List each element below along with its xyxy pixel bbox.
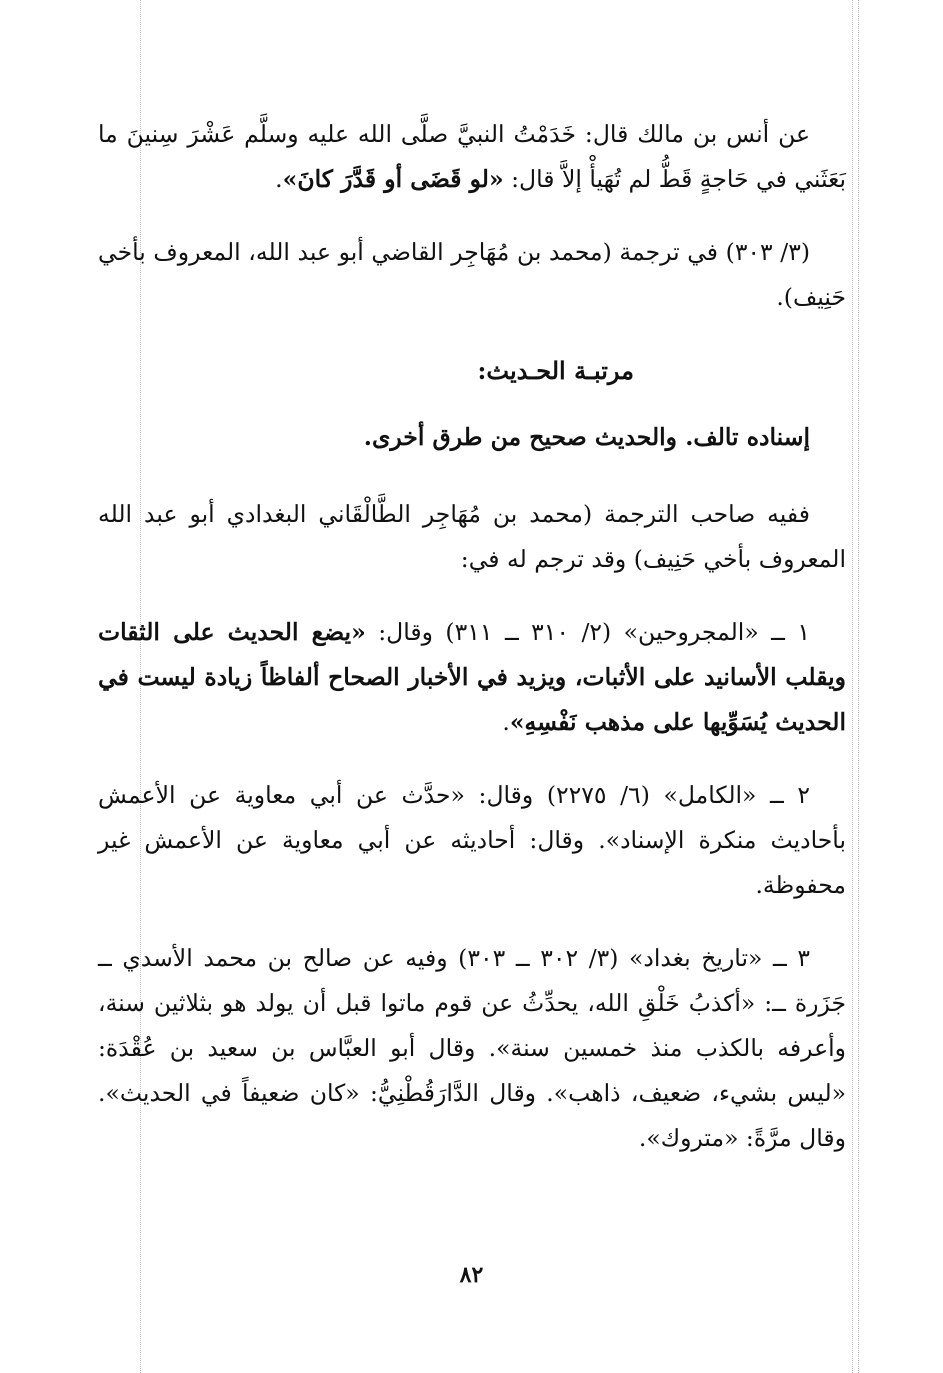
scan-guide-line-right-outer	[858, 0, 859, 1373]
reference-paragraph: (٣/ ٣٠٣) في ترجمة (محمد بن مُهَاجِر القاضي أبو عبد الله، المعروف بأخي حَنِيف).	[98, 238, 846, 311]
hadith-narration: خَدَمْتُ النبيَّ صلَّى الله عليه وسلَّم عَشْرَ سِنينَ ما بَعَثَني في حَاجةٍ قَطُّ لم تُهَيأْ إلاَّ قال:	[98, 120, 846, 193]
book-page-body	[98, 112, 846, 1189]
hadith-paragraph	[98, 112, 846, 202]
source-3-tail: . وقال أبو العبَّاس بن سعيد بن عُقْدَة: «ليس بشيء، ضعيف، ذاهب». وقال الدَّارَقُطْنِيُّ: «كان ضعيفاً في الحديث». وقال مرَّةً: «متروك».	[98, 1034, 846, 1152]
source-2-citation: ٢ ــ «الكامل» (٦/ ٢٢٧٥) وقال:	[464, 781, 811, 809]
page-number: ٨٢	[459, 1262, 484, 1288]
source-1-quote: «يضع الحديث على الثقات ويقلب الأسانيد على الأثبات، ويزيد في الأخبار الصحاح ألفاظاً زيادة ليست في الحديث يُسَوِّيها على مذهب نَفْسِهِ»	[98, 618, 846, 736]
narrator-paragraph: ففيه صاحب الترجمة (محمد بن مُهَاجِر الطَّالْقَاني البغدادي أبو عبد الله المعروف بأخي حَنِيف) وقد ترجم له في:	[98, 500, 846, 573]
source-item-3	[98, 936, 846, 1161]
hadith-intro: عن أنس بن مالك قال:	[576, 120, 810, 148]
section-heading: مرتبـة الحـديث:	[477, 356, 634, 385]
source-item-1	[98, 610, 846, 745]
hadith-judgement: إسناده تالف. والحديث صحيح من طرق أخرى.	[363, 423, 810, 451]
scan-guide-line-right	[852, 0, 853, 1373]
source-1-tail: .	[502, 708, 510, 736]
source-item-2	[98, 773, 846, 908]
hadith-end-punct: .	[275, 165, 283, 193]
source-3-quote: «أكذبُ خَلْقِ الله، يحدِّثُ عن قوم ماتوا قبل أن يولد هو بثلاثين سنة، وأعرفه بالكذب منذ خمسين سنة»	[98, 989, 846, 1062]
source-2-tail: . وقال: أحاديثه عن أبي معاوية عن الأعمش غير محفوظة.	[98, 826, 846, 899]
prophet-words: «لو قَضَى أو قَدَّرَ كانَ»	[282, 165, 504, 193]
source-3-citation: ٣ ــ «تاريخ بغداد» (٣/ ٣٠٢ ــ ٣٠٣) وفيه عن صالح بن محمد الأسدي ــ جَزَرة ــ:	[98, 944, 847, 1017]
source-1-citation: ١ ــ «المجروحين» (٢/ ٣١٠ ــ ٣١١) وقال:	[365, 618, 811, 646]
source-2-quote: «حدَّث عن أبي معاوية عن الأعمش بأحاديث منكرة الإسناد»	[98, 781, 846, 854]
